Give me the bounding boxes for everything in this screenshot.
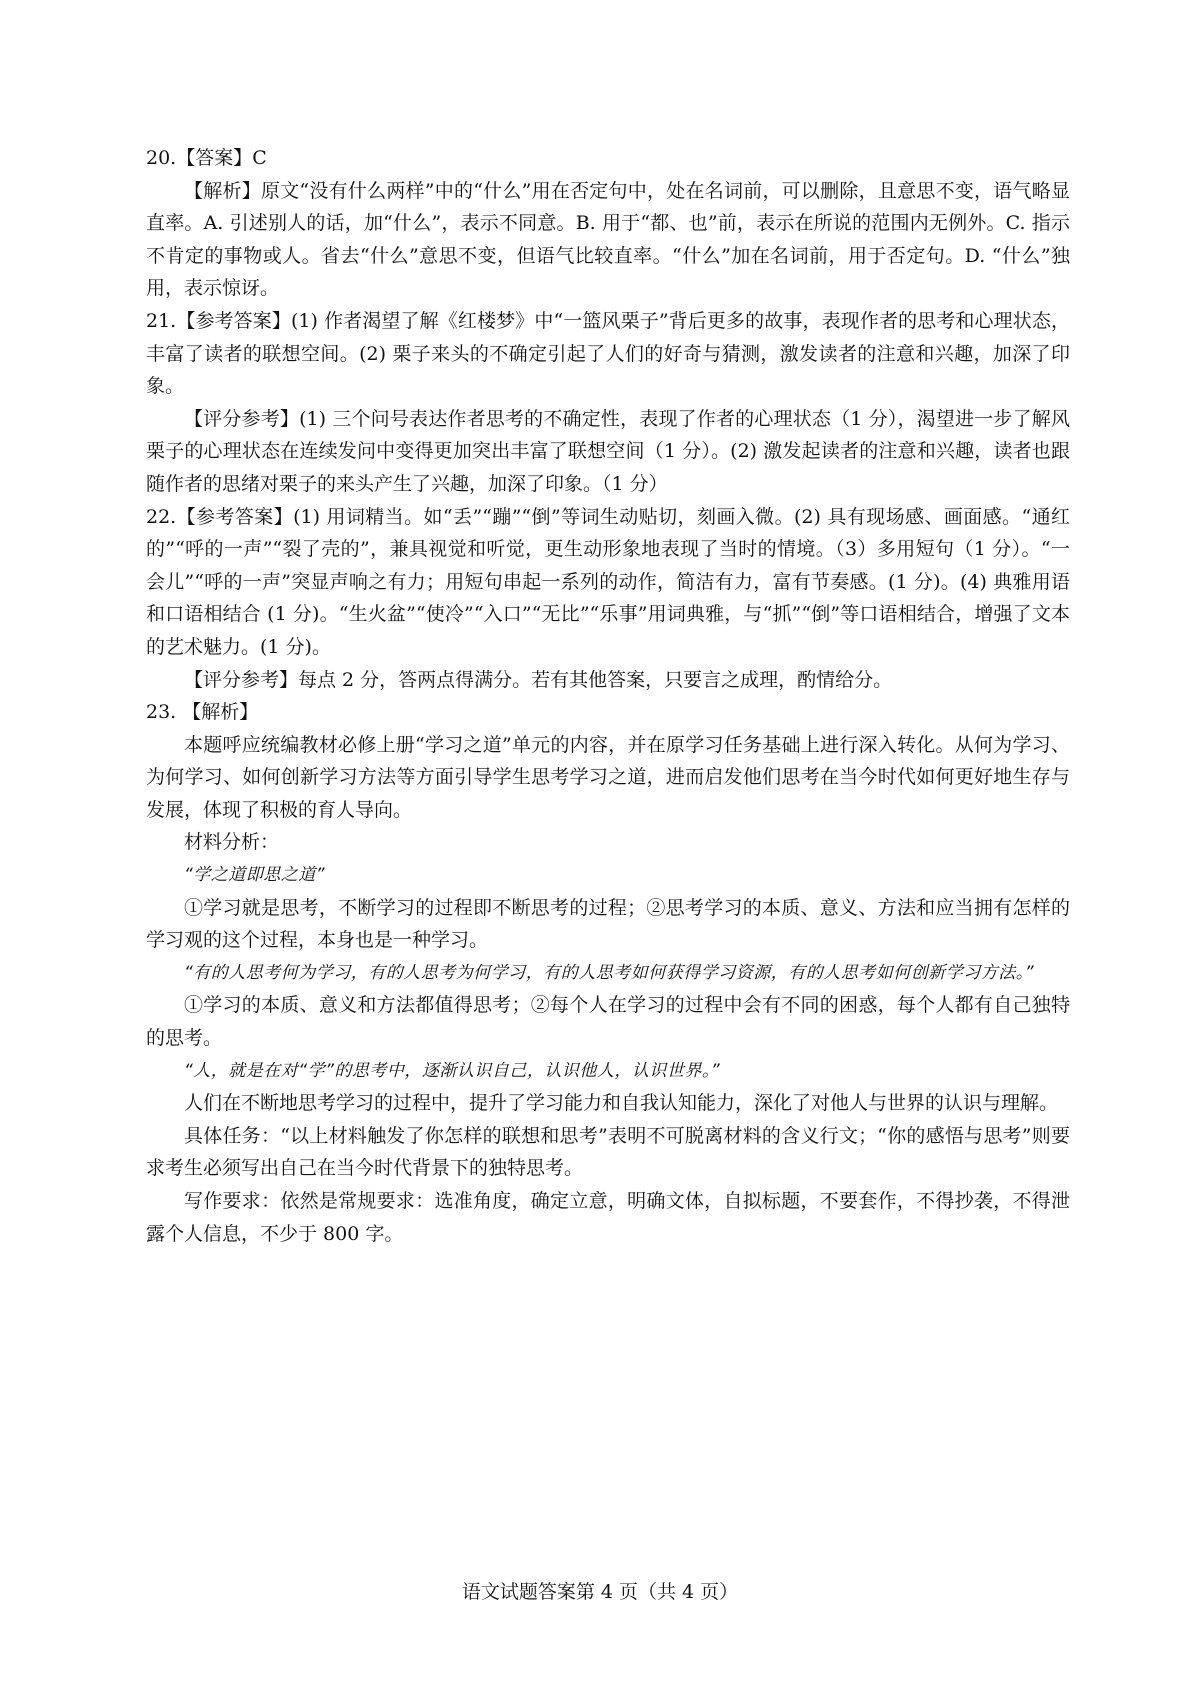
q21-answer: 21.【参考答案】(1) 作者渴望了解《红楼梦》中“一篮风栗子”背后更多的故事，表现作者的思考和心理状态，丰富了读者的联想空间。(2) 栗子来头的不确定引起了人们的好奇与猜测，激发读者的注意和兴趣，加深了印象。 [146, 309, 1070, 398]
quote-3: “人，就是在对“学”的思考中，逐渐认识自己，认识他人，认识世界。” [184, 1060, 721, 1081]
q23-heading: 23. 【解析】 [146, 701, 259, 724]
analysis-2: ①学习的本质、意义和方法都值得思考；②每个人在学习的过程中会有不同的困惑，每个人都有自己独特的思考。 [146, 994, 1070, 1050]
q23-intro: 本题呼应统编教材必修上册“学习之道”单元的内容，并在原学习任务基础上进行深入转化。从何为学习、为何学习、如何创新学习方法等方面引导学生思考学习之道，进而启发他们思考在当今时代如何更好地生存与发展，体现了积极的育人导向。 [146, 733, 1070, 821]
q22-answer: 22.【参考答案】(1) 用词精当。如“丢”“蹦”“倒”等词生动贴切，刻画入微。(2) 具有现场感、画面感。“通红的”“呼的一声”“裂了壳的”，兼具视觉和听觉，更生动形象地表现了当时的情境。（3）多用短句（1 分）。“一会儿”“呼的一声”突显声响之有力；用短句串起一系列的动作，简洁有力，富有节奏感。(1 分)。(4) 典雅用语和口语相结合 (1 分)。“生火盆”“使冷”“入口”“无比”“乐事”用词典雅，与“抓”“倒”等口语相结合，增强了文本的艺术魅力。(1 分)。 [146, 505, 1070, 658]
analysis-1: ①学习就是思考，不断学习的过程即不断思考的过程；②思考学习的本质、意义、方法和应当拥有怎样的学习观的这个过程，本身也是一种学习。 [146, 896, 1070, 952]
q20-answer: 20.【答案】C [146, 147, 267, 169]
q22-scoring: 【评分参考】每点 2 分，答两点得满分。若有其他答案，只要言之成理，酌情给分。 [184, 668, 893, 691]
specific-task: 具体任务：“以上材料触发了你怎样的联想和思考”表明不可脱离材料的含义行文；“你的感悟与思考”则要求考生必须写出自己在当今时代背景下的独特思考。 [146, 1124, 1070, 1180]
analysis-3: 人们在不断地思考学习的过程中，提升了学习能力和自我认知能力，深化了对他人与世界的认识与理解。 [184, 1092, 1059, 1115]
page-footer: 语文试题答案第 4 页（共 4 页） [461, 1581, 739, 1603]
writing-requirement: 写作要求：依然是常规要求：选准角度，确定立意，明确文体，自拟标题，不要套作，不得抄袭，不得泄露个人信息，不少于 800 字。 [146, 1190, 1070, 1245]
q20-analysis: 【解析】原文“没有什么两样”中的“什么”用在否定句中，处在名词前，可以删除，且意思不变，语气略显直率。A. 引述别人的话，加“什么”，表示不同意。B. 用于“都、也”前，表示在所说的范围内无例外。C. 指示不肯定的事物或人。省去“什么”意思不变，但语气比较直率。“什么”加在名词前，用于否定句。D. “什么”独用，表示惊讶。 [146, 179, 1070, 300]
material-analysis-label: 材料分析： [184, 831, 280, 854]
quote-2: “有的人思考何为学习，有的人思考为何学习，有的人思考如何获得学习资源，有的人思考如何创新学习方法。” [184, 962, 1035, 983]
q21-scoring: 【评分参考】(1) 三个问号表达作者思考的不确定性，表现了作者的心理状态（1 分），渴望进一步了解风栗子的心理状态在连续发问中变得更加突出丰富了联想空间（1 分）。(2) 激发起读者的注意和兴趣，读者也跟随作者的思绪对栗子的来头产生了兴趣，加深了印象。（1 分） [146, 407, 1070, 495]
answer-document [146, 142, 1070, 1250]
quote-1: “学之道即思之道” [184, 865, 326, 886]
